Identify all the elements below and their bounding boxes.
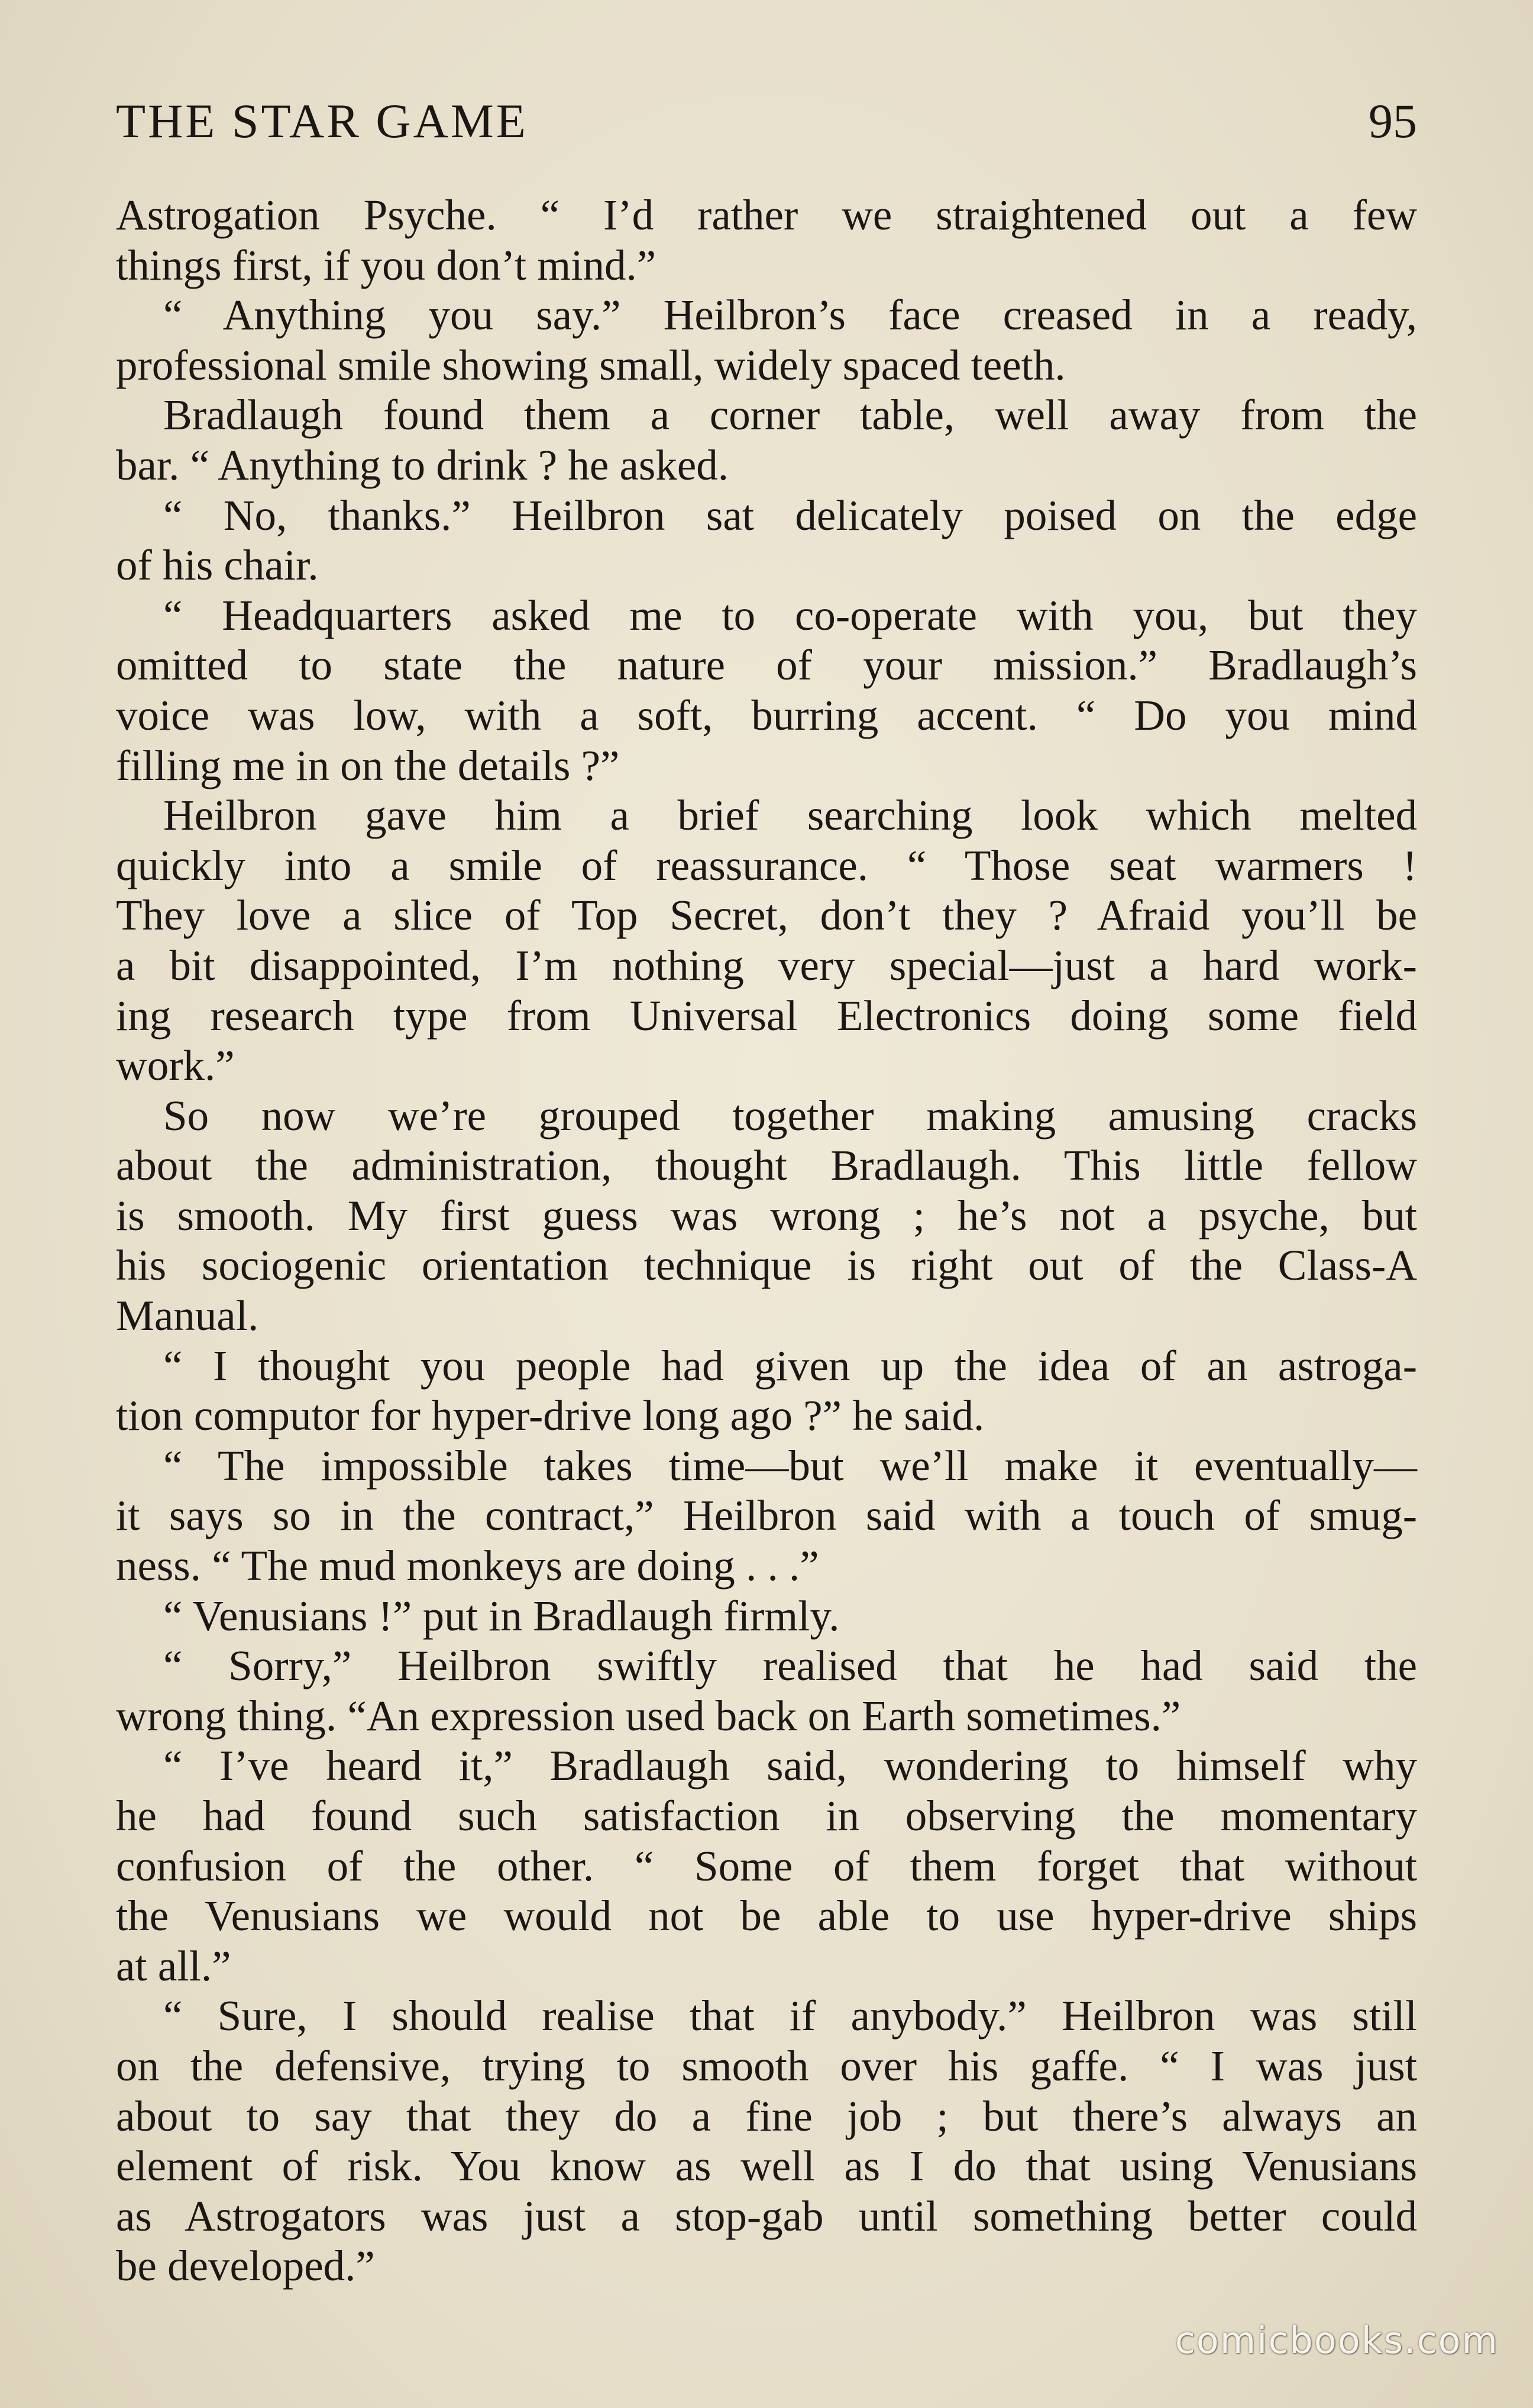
- text-line: They love a slice of Top Secret, don’t they ? Afraid you’ll be: [116, 891, 1417, 940]
- text-line: bar. “ Anything to drink ? he asked.: [116, 441, 729, 489]
- text-line: tion computor for hyper-drive long ago ?” he said.: [116, 1391, 985, 1440]
- text-line: confusion of the other. “ Some of them forget that without: [116, 1841, 1417, 1890]
- text-line: is smooth. My first guess was wrong ; he’s not a psyche, but: [116, 1191, 1417, 1239]
- text-line: quickly into a smile of reassurance. “ Those seat warmers !: [116, 841, 1417, 889]
- text-line: So now we’re grouped together making amusing cracks: [163, 1091, 1417, 1140]
- body-text: [116, 190, 1417, 2292]
- text-line: the Venusians we would not be able to use hyper-drive ships: [116, 1892, 1417, 1940]
- text-line: be developed.”: [116, 2242, 375, 2290]
- text-line: about to say that they do a fine job ; but there’s always an: [116, 2092, 1417, 2140]
- text-line: about the administration, thought Bradlaugh. This little fellow: [116, 1141, 1417, 1190]
- text-line: filling me in on the details ?”: [116, 741, 620, 789]
- text-line: at all.”: [116, 1941, 231, 1990]
- text-line: Astrogation Psyche. “ I’d rather we straightened out a few: [116, 191, 1417, 239]
- text-line: “ Sure, I should realise that if anybody.” Heilbron was still: [163, 1992, 1417, 2040]
- text-line: he had found such satisfaction in observing the momentary: [116, 1792, 1417, 1840]
- text-line: “ I thought you people had given up the idea of an astroga-: [163, 1341, 1417, 1390]
- text-line: things first, if you don’t mind.”: [116, 241, 656, 289]
- text-line: a bit disappointed, I’m nothing very special—just a hard work-: [116, 941, 1417, 989]
- text-line: omitted to state the nature of your mission.” Bradlaugh’s: [116, 641, 1417, 690]
- text-line: as Astrogators was just a stop-gab until something better could: [116, 2192, 1417, 2240]
- text-line: “ I’ve heard it,” Bradlaugh said, wondering to himself why: [163, 1742, 1417, 1790]
- text-line: Heilbron gave him a brief searching look which melted: [163, 791, 1417, 840]
- text-line: ing research type from Universal Electronics doing some field: [116, 991, 1417, 1040]
- text-line: Bradlaugh found them a corner table, well away from the: [163, 391, 1417, 439]
- text-line: on the defensive, trying to smooth over his gaffe. “ I was just: [116, 2041, 1417, 2090]
- book-title: THE STAR GAME: [116, 94, 528, 148]
- page-number: 95: [1369, 94, 1417, 148]
- text-line: professional smile showing small, widely spaced teeth.: [116, 341, 1066, 389]
- text-line: Manual.: [116, 1292, 259, 1340]
- text-line: element of risk. You know as well as I do that using Venusians: [116, 2142, 1417, 2190]
- text-line: ness. “ The mud monkeys are doing . . .”: [116, 1542, 819, 1590]
- text-line: it says so in the contract,” Heilbron said with a touch of smug-: [116, 1491, 1417, 1540]
- watermark: comicbooks.com: [1175, 2319, 1499, 2362]
- text-line: work.”: [116, 1041, 235, 1090]
- text-line: “ Anything you say.” Heilbron’s face creased in a ready,: [163, 291, 1417, 339]
- text-line: voice was low, with a soft, burring accent. “ Do you mind: [116, 691, 1417, 739]
- text-line: “ The impossible takes time—but we’ll make it eventually—: [163, 1441, 1417, 1490]
- text-line: “ No, thanks.” Heilbron sat delicately poised on the edge: [163, 491, 1417, 539]
- text-line: “ Headquarters asked me to co-operate with you, but they: [163, 591, 1417, 639]
- text-line: “ Sorry,” Heilbron swiftly realised that he had said the: [163, 1642, 1417, 1690]
- text-line: wrong thing. “An expression used back on Earth sometimes.”: [116, 1691, 1181, 1740]
- text-line: his sociogenic orientation technique is right out of the Class-A: [116, 1241, 1417, 1290]
- text-line: “ Venusians !” put in Bradlaugh firmly.: [163, 1591, 840, 1640]
- text-line: of his chair.: [116, 541, 319, 590]
- running-head: [116, 89, 1417, 154]
